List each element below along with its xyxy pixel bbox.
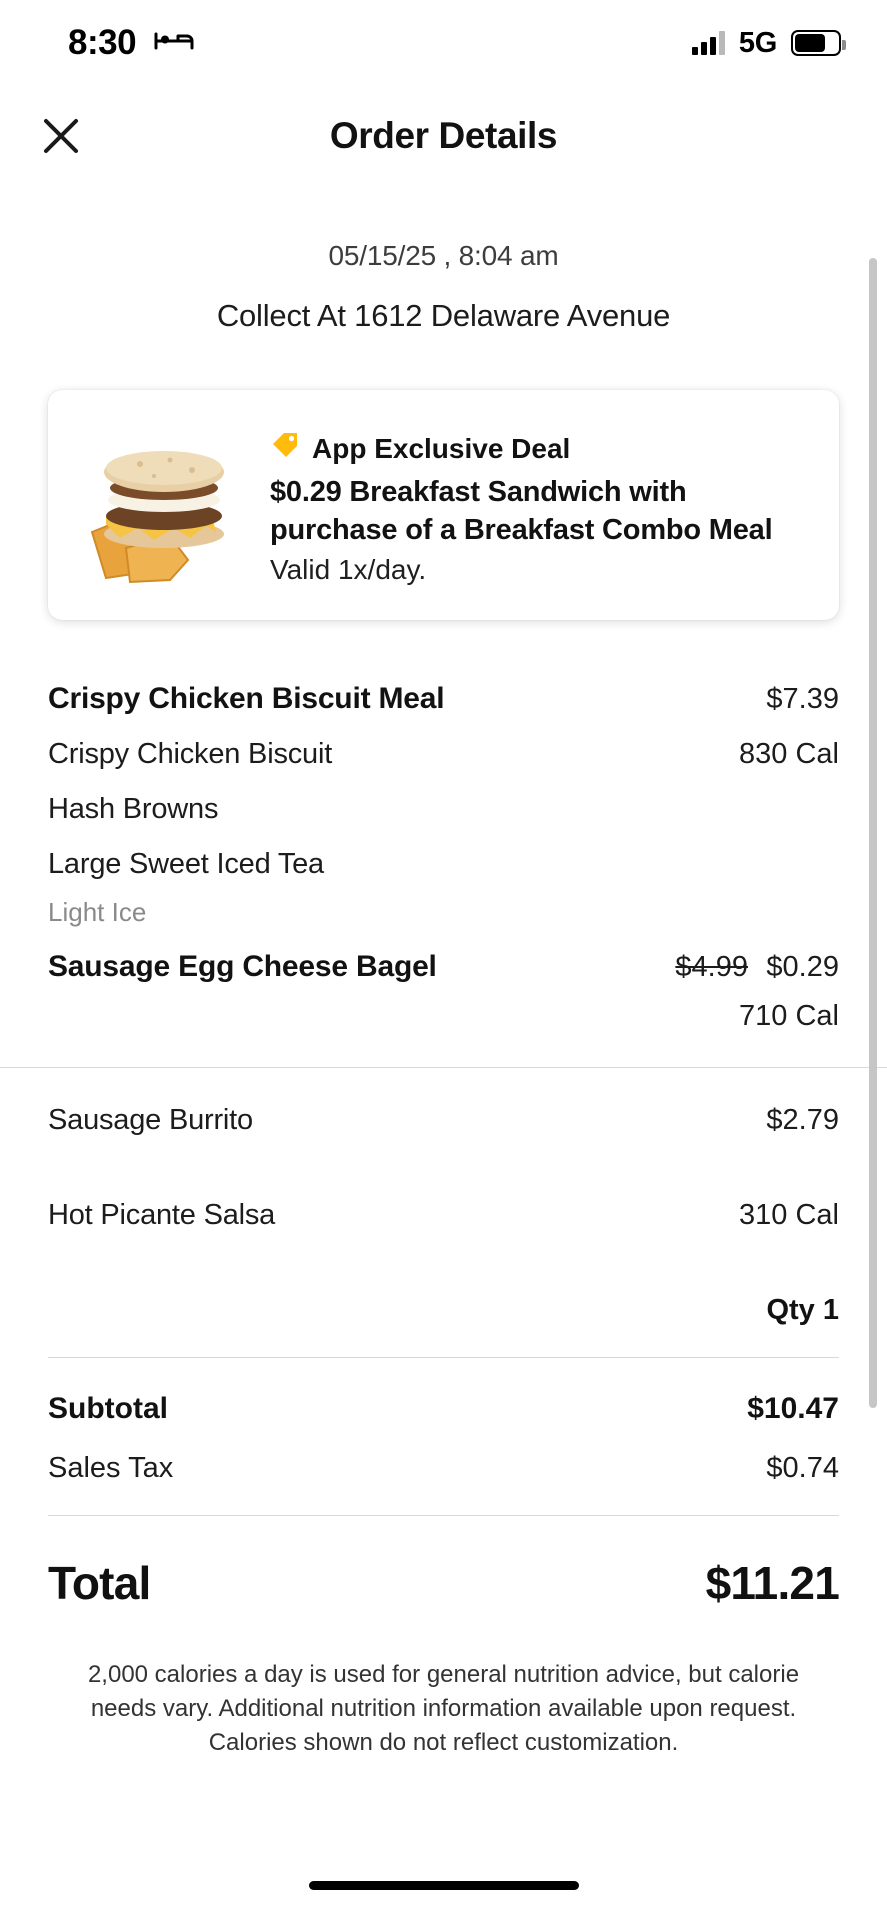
item-name: Large Sweet Iced Tea: [48, 848, 324, 880]
order-meta: [48, 240, 839, 334]
home-indicator-area: [0, 1850, 887, 1920]
price-tag-icon: [270, 430, 300, 467]
item-calories: 710 Cal: [739, 1000, 839, 1032]
item-name: Crispy Chicken Biscuit: [48, 738, 333, 770]
deal-badge-row: [270, 430, 813, 467]
table-row: [48, 897, 839, 928]
deal-subtitle: Valid 1x/day.: [270, 553, 427, 585]
item-name: Hash Browns: [48, 793, 219, 825]
page-title: Order Details: [329, 115, 558, 156]
status-bar-right: [692, 27, 841, 60]
table-row[interactable]: [48, 682, 839, 716]
order-content: [0, 186, 887, 1850]
tax-value: $0.74: [766, 1452, 839, 1484]
bed-icon: [154, 28, 194, 59]
deal-text: [264, 420, 813, 586]
item-name: Sausage Burrito: [48, 1104, 253, 1136]
item-customization: Light Ice: [48, 897, 147, 927]
order-items-group-1: [48, 682, 839, 1033]
table-row: [48, 1000, 839, 1033]
close-icon[interactable]: [34, 109, 88, 163]
order-date: 05/15/25 , 8:04 am: [328, 240, 559, 271]
table-row[interactable]: [48, 1199, 839, 1232]
item-price: $7.39: [766, 683, 839, 715]
subtotal-row: [48, 1392, 839, 1426]
status-time: 8:30: [68, 23, 137, 62]
total-label: Total: [48, 1557, 151, 1609]
breakfast-sandwich-image: [74, 436, 264, 586]
item-calories: 830 Cal: [739, 738, 839, 770]
navigation-bar: [0, 86, 887, 186]
total-value: $11.21: [705, 1557, 839, 1609]
table-row[interactable]: [48, 1104, 839, 1137]
section-divider: [0, 1067, 887, 1068]
item-name: Crispy Chicken Biscuit Meal: [48, 682, 445, 715]
table-row[interactable]: [48, 793, 839, 826]
status-bar-left: [68, 23, 194, 63]
home-indicator[interactable]: [309, 1881, 579, 1890]
item-price: $0.29: [766, 951, 839, 983]
table-row[interactable]: [48, 738, 839, 771]
order-location: Collect At 1612 Delaware Avenue: [216, 298, 671, 333]
deal-title: $0.29 Breakfast Sandwich with purchase of a Breakfast Combo Meal: [270, 476, 773, 547]
totals-divider-top: [48, 1357, 839, 1358]
item-calories: 310 Cal: [739, 1199, 839, 1231]
spacer: [48, 1159, 839, 1199]
table-row[interactable]: [48, 950, 839, 984]
deal-badge-label: App Exclusive Deal: [312, 432, 571, 464]
item-name: Sausage Egg Cheese Bagel: [48, 950, 437, 983]
subtotal-label: Subtotal: [48, 1392, 168, 1425]
scrollbar[interactable]: [869, 258, 877, 1408]
tax-row: [48, 1452, 839, 1485]
network-label: 5G: [738, 26, 777, 59]
order-items-group-2: [48, 1104, 839, 1327]
signal-bars-icon: [692, 31, 725, 55]
status-bar: [0, 0, 887, 86]
item-name: Hot Picante Salsa: [48, 1199, 276, 1231]
nutrition-disclaimer: 2,000 calories a day is used for general nutrition advice, but calorie needs vary. Additional nutrition information available upon request. Calories shown do not reflect customization.: [87, 1661, 800, 1757]
subtotal-value: $10.47: [747, 1392, 839, 1425]
total-row: [48, 1556, 839, 1610]
totals-divider-bottom: [48, 1515, 839, 1516]
item-price-group: [675, 951, 839, 984]
table-row[interactable]: [48, 848, 839, 881]
item-quantity-row: [48, 1294, 839, 1327]
spacer: [48, 1254, 839, 1294]
tax-label: Sales Tax: [48, 1452, 174, 1484]
item-price-original: $4.99: [675, 951, 748, 983]
deal-card[interactable]: [48, 390, 839, 620]
item-price: $2.79: [766, 1104, 839, 1136]
battery-icon: [791, 30, 841, 56]
item-quantity: Qty 1: [766, 1294, 839, 1326]
totals-section: [48, 1392, 839, 1610]
